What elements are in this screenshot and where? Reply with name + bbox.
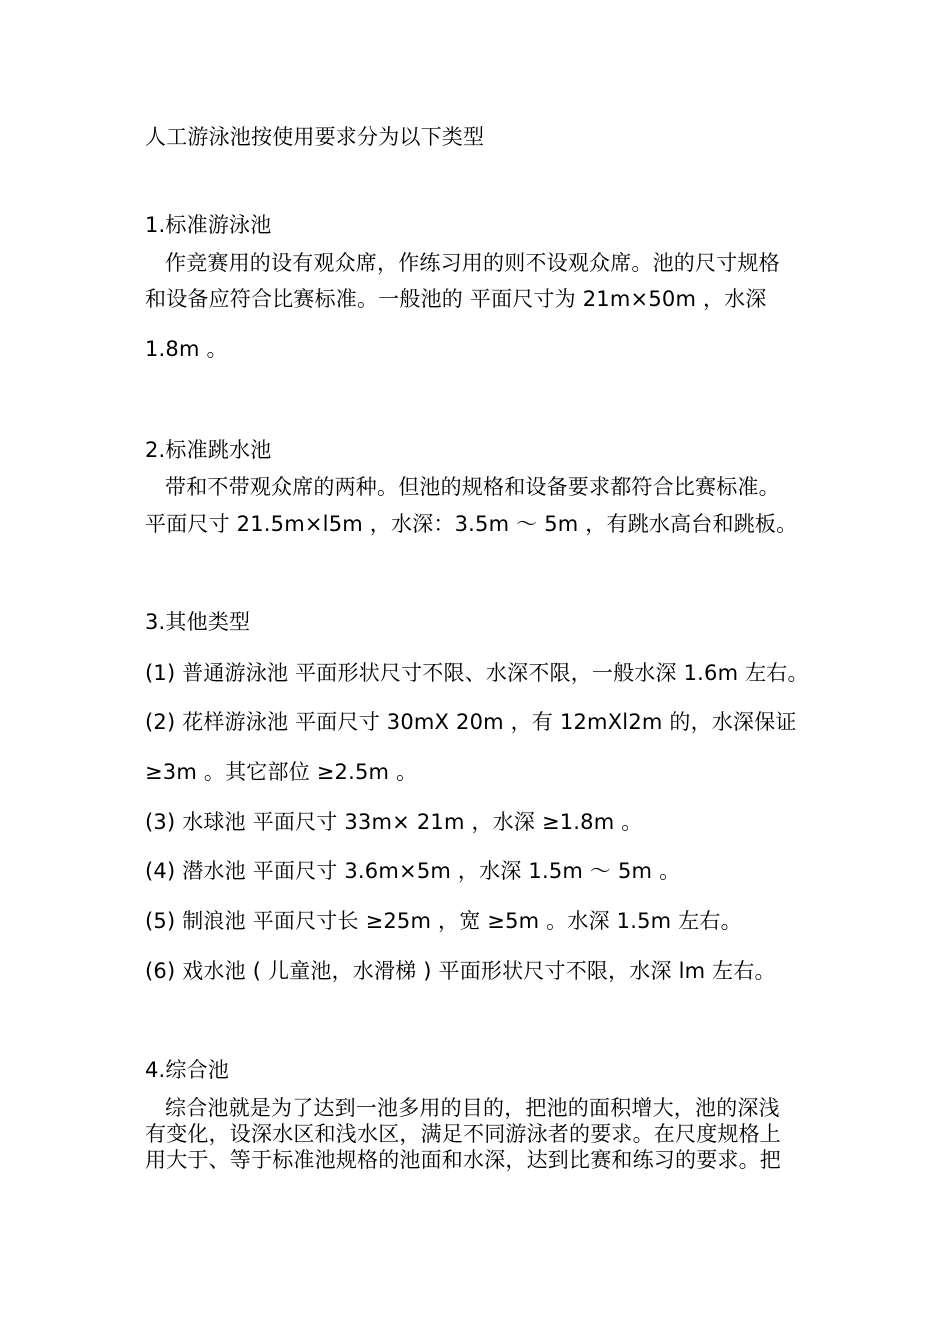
section-4-paragraph-line-3: 用大于、等于标准池规格的池面和水深，达到比赛和练习的要求。把 (145, 1148, 781, 1172)
section-1-heading: 1.标准游泳池 (145, 213, 272, 237)
section-1-paragraph-line-2: 和设备应符合比赛标准。一般池的 平面尺寸为 21m×50m ，水深 (145, 287, 767, 311)
section-2-heading: 2.标准跳水池 (145, 438, 272, 462)
section-3-item-3: (3) 水球池 平面尺寸 33m× 21m ，水深 ≥1.8m 。 (145, 810, 643, 834)
section-3-item-2-continued: ≥3m 。其它部位 ≥2.5m 。 (145, 760, 418, 784)
section-3-item-1: (1) 普通游泳池 平面形状尺寸不限、水深不限，一般水深 1.6m 左右。 (145, 661, 809, 685)
section-1-paragraph-line-3: 1.8m 。 (145, 337, 228, 361)
section-3-item-4: (4) 潜水池 平面尺寸 3.6m×5m ，水深 1.5m ～ 5m 。 (145, 859, 681, 883)
section-4-paragraph-line-1: 综合池就是为了达到一池多用的目的，把池的面积增大，池的深浅 (165, 1096, 780, 1120)
section-2-paragraph-line-2: 平面尺寸 21.5m×l5m ，水深：3.5m ～ 5m ，有跳水高台和跳板。 (145, 512, 798, 536)
section-3-item-6: (6) 戏水池 ( 儿童池，水滑梯 ) 平面形状尺寸不限，水深 lm 左右。 (145, 959, 776, 983)
section-4-heading: 4.综合池 (145, 1058, 230, 1082)
document-title: 人工游泳池按使用要求分为以下类型 (145, 125, 485, 149)
section-2-paragraph-line-1: 带和不带观众席的两种。但池的规格和设备要求都符合比赛标准。 (165, 475, 780, 499)
section-4-paragraph-line-2: 有变化，设深水区和浅水区，满足不同游泳者的要求。在尺度规格上 (145, 1122, 781, 1146)
section-1-paragraph-line-1: 作竞赛用的设有观众席，作练习用的则不设观众席。池的尺寸规格 (165, 251, 780, 275)
section-3-item-5: (5) 制浪池 平面尺寸长 ≥25m ，宽 ≥5m 。水深 1.5m 左右。 (145, 909, 742, 933)
section-3-heading: 3.其他类型 (145, 610, 251, 634)
section-3-item-2: (2) 花样游泳池 平面尺寸 30mX 20m ，有 12mXl2m 的，水深保证 (145, 710, 797, 734)
